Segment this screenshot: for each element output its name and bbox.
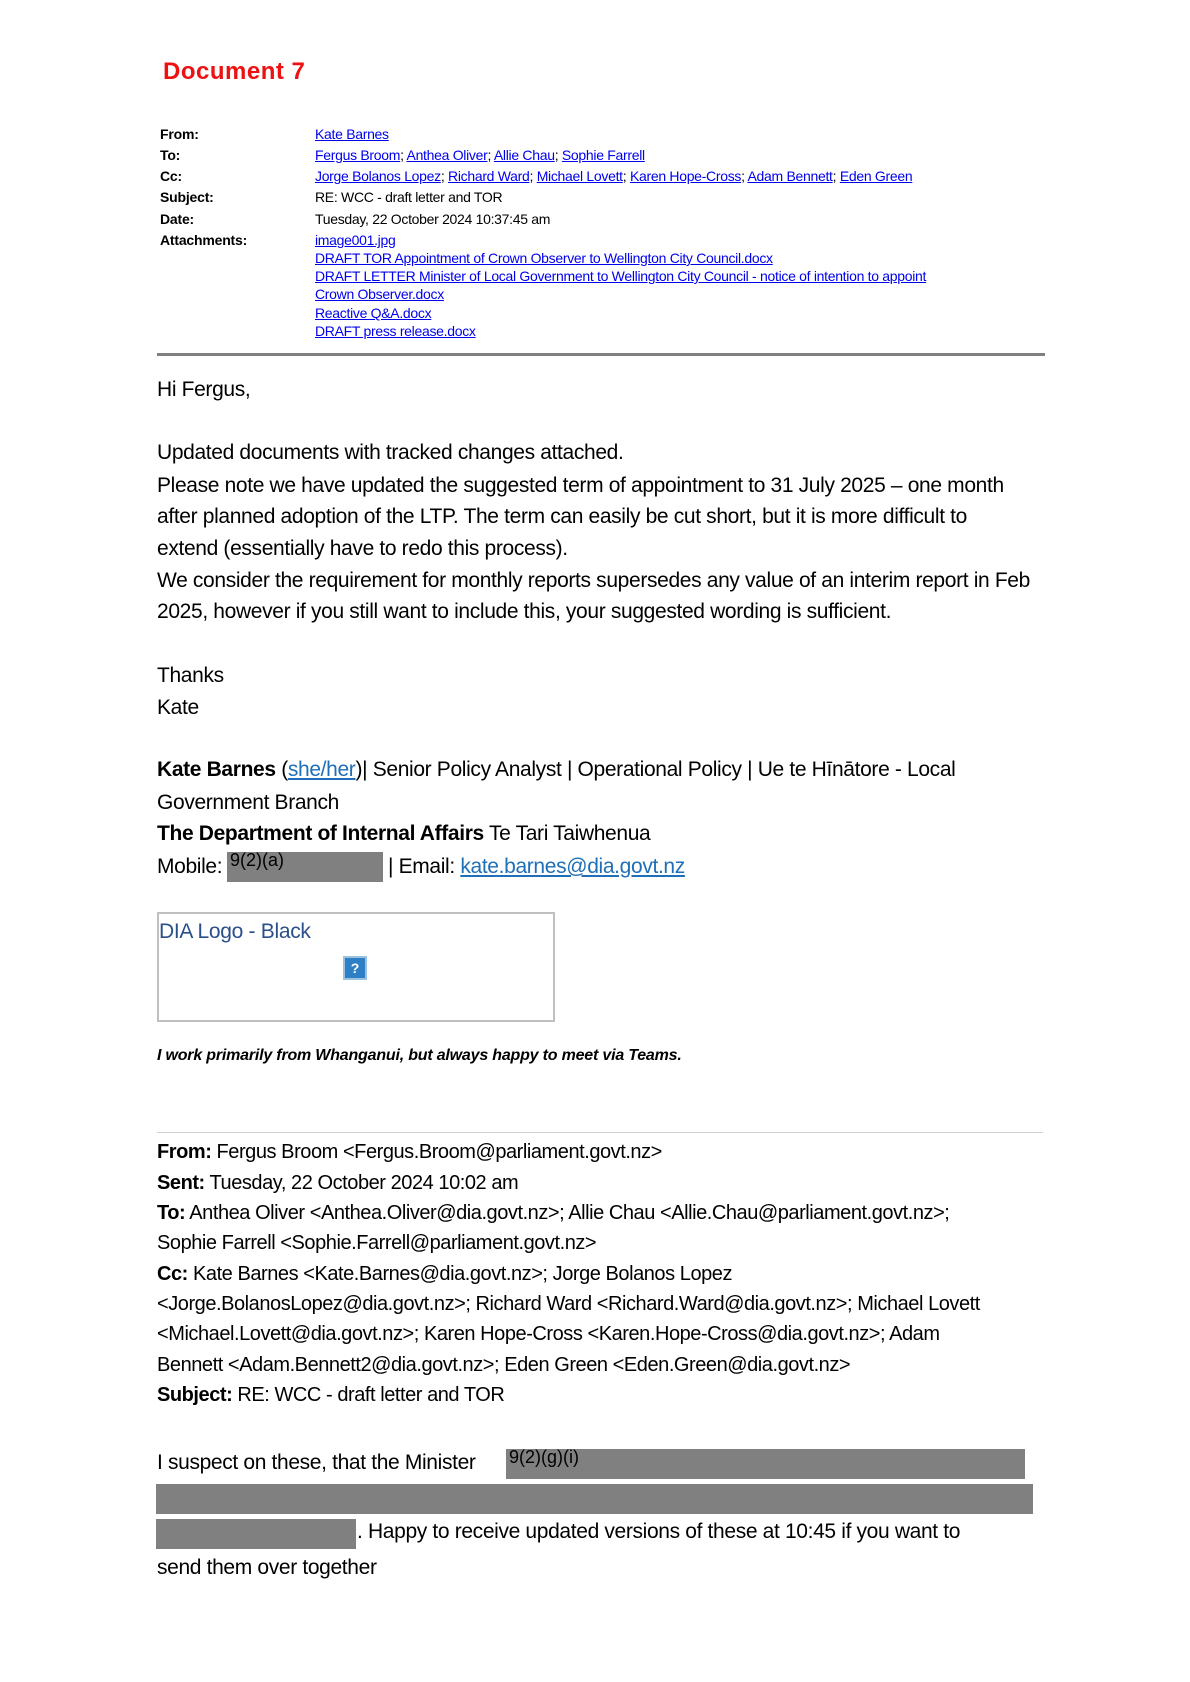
attachments-label: Attachments: xyxy=(160,232,248,248)
date-value: Tuesday, 22 October 2024 10:37:45 am xyxy=(315,211,551,227)
body-line: 2025, however if you still want to include this, your suggested wording is sufficient. xyxy=(157,600,892,623)
body-line: Please note we have updated the suggested term of appointment to 31 July 2025 – one month xyxy=(157,474,1004,497)
cc-label: Cc: xyxy=(160,168,182,184)
body-line: Updated documents with tracked changes attached. xyxy=(157,441,624,464)
prev-cc-line2: <Jorge.BolanosLopez@dia.govt.nz>; Richard Ward <Richard.Ward@dia.govt.nz>; Michael Lovett xyxy=(157,1293,980,1315)
attachment-link[interactable]: image001.jpg xyxy=(315,232,396,248)
work-location-note: I work primarily from Whanganui, but always happy to meet via Teams. xyxy=(157,1047,682,1064)
recipient-link[interactable]: Sophie Farrell xyxy=(561,147,645,163)
subject-value: RE: WCC - draft letter and TOR xyxy=(315,189,503,205)
email-label: | Email: xyxy=(388,855,455,878)
prev-cc xyxy=(157,1263,732,1286)
cc-link[interactable]: Eden Green xyxy=(839,168,913,184)
body-line: extend (essentially have to redo this process). xyxy=(157,537,568,560)
document-title: Document 7 xyxy=(163,58,306,85)
signature-name: Kate Barnes xyxy=(157,758,276,781)
signature-role-line2: Government Branch xyxy=(157,791,339,814)
recipient-link[interactable]: Fergus Broom xyxy=(315,147,401,163)
attachment-link[interactable]: DRAFT press release.docx xyxy=(315,323,476,339)
redaction-code: 9(2)(g)(i) xyxy=(509,1447,579,1467)
prev-message-end: send them over together xyxy=(157,1556,377,1579)
prev-to-line2: Sophie Farrell <Sophie.Farrell@parliament.govt.nz> xyxy=(157,1232,597,1254)
prev-subject-value: RE: WCC - draft letter and TOR xyxy=(237,1384,505,1406)
header-divider xyxy=(157,353,1045,356)
redaction-block xyxy=(506,1449,1025,1479)
redaction-block xyxy=(156,1519,356,1549)
dept-name: The Department of Internal Affairs xyxy=(157,822,484,845)
mobile-label: Mobile: xyxy=(157,855,223,878)
prev-cc-value: Kate Barnes <Kate.Barnes@dia.govt.nz>; Jorge Bolanos Lopez xyxy=(193,1263,733,1285)
attachment-link[interactable]: Reactive Q&A.docx xyxy=(315,305,432,321)
subject-label: Subject: xyxy=(160,189,214,205)
prev-cc-line3: <Michael.Lovett@dia.govt.nz>; Karen Hope-Cross <Karen.Hope-Cross@dia.govt.nz>; Adam xyxy=(157,1323,940,1345)
prev-cc-line4: Bennett <Adam.Bennett2@dia.govt.nz>; Eden Green <Eden.Green@dia.govt.nz> xyxy=(157,1354,851,1376)
prev-to xyxy=(157,1202,949,1225)
cc-link[interactable]: Adam Bennett xyxy=(747,168,833,184)
cc-link[interactable]: Michael Lovett xyxy=(536,168,623,184)
date-label: Date: xyxy=(160,211,195,227)
pronouns-link[interactable]: she/her xyxy=(287,758,356,781)
from-label: From: xyxy=(160,126,199,142)
email-line xyxy=(388,855,685,879)
prev-sent-value: Tuesday, 22 October 2024 10:02 am xyxy=(209,1172,519,1194)
prev-subject-label: Subject: xyxy=(157,1384,233,1406)
cc-link[interactable]: Jorge Bolanos Lopez xyxy=(315,168,441,184)
recipient-link[interactable]: Anthea Oliver xyxy=(406,147,488,163)
recipient-link[interactable]: Allie Chau xyxy=(493,147,555,163)
broken-image-icon: ? xyxy=(343,956,367,980)
attachment-link[interactable]: DRAFT TOR Appointment of Crown Observer to Wellington City Council.docx xyxy=(315,250,773,266)
prev-to-label: To: xyxy=(157,1202,186,1224)
prev-from-value: Fergus Broom <Fergus.Broom@parliament.govt.nz> xyxy=(216,1141,662,1163)
prev-cc-label: Cc: xyxy=(157,1263,188,1285)
cc-link[interactable]: Karen Hope-Cross xyxy=(629,168,742,184)
attachment-link[interactable]: Crown Observer.docx xyxy=(315,286,444,302)
message-divider xyxy=(157,1132,1043,1133)
redaction-block xyxy=(156,1484,1033,1514)
dept-maori: Te Tari Taiwhenua xyxy=(488,822,651,845)
thanks: Thanks xyxy=(157,664,224,687)
cc-link[interactable]: Richard Ward xyxy=(448,168,530,184)
sign-off: Kate xyxy=(157,696,199,719)
prev-sent-label: Sent: xyxy=(157,1172,205,1194)
prev-sent xyxy=(157,1172,518,1195)
body-line: after planned adoption of the LTP. The term can easily be cut short, but it is more difficult to xyxy=(157,505,967,528)
prev-from-label: From: xyxy=(157,1141,212,1163)
redaction-code: 9(2)(a) xyxy=(230,850,285,870)
email-link[interactable]: kate.barnes@dia.govt.nz xyxy=(460,855,685,878)
prev-from xyxy=(157,1141,662,1164)
signature-line: Kate Barnes (she/her)| Senior Policy Analyst | Operational Policy | Ue te Hīnātore - Local xyxy=(157,758,956,781)
signature-role: | Senior Policy Analyst | Operational Policy | Ue te Hīnātore - Local xyxy=(362,758,956,781)
to-recipients: Fergus Broom; Anthea Oliver; Allie Chau; Sophie Farrell xyxy=(315,147,645,163)
logo-alt-text: DIA Logo - Black xyxy=(159,920,311,943)
prev-subject xyxy=(157,1384,504,1407)
cc-recipients: Jorge Bolanos Lopez; Richard Ward; Michael Lovett; Karen Hope-Cross; Adam Bennett; Eden Green xyxy=(315,168,913,184)
body-line: We consider the requirement for monthly reports supersedes any value of an interim report in Feb xyxy=(157,569,1030,592)
logo-placeholder xyxy=(157,912,555,1022)
to-label: To: xyxy=(160,147,181,163)
from-link[interactable]: Kate Barnes xyxy=(315,126,389,142)
attachment-link[interactable]: DRAFT LETTER Minister of Local Government to Wellington City Council - notice of intention to appoint xyxy=(315,268,927,284)
prev-to-value: Anthea Oliver <Anthea.Oliver@dia.govt.nz>; Allie Chau <Allie.Chau@parliament.govt.nz>; xyxy=(189,1202,950,1224)
mobile-redaction xyxy=(227,852,383,882)
signature-dept xyxy=(157,822,650,846)
prev-message-cont: . Happy to receive updated versions of these at 10:45 if you want to xyxy=(357,1520,961,1543)
greeting: Hi Fergus, xyxy=(157,378,251,401)
prev-message-start: I suspect on these, that the Minister xyxy=(157,1451,476,1474)
